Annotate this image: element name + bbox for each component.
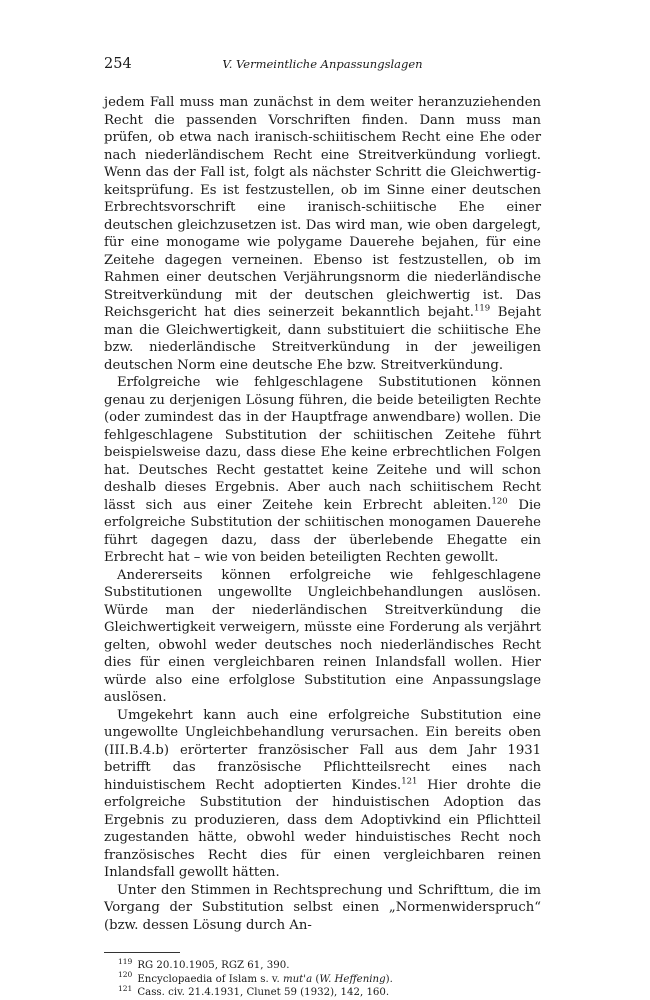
page-number: 254 — [104, 56, 132, 72]
footnote-text: ). — [385, 973, 393, 985]
footnotes — [104, 952, 541, 1000]
footnote-rule — [104, 952, 180, 953]
paragraph — [104, 94, 541, 374]
footnote-text: ( — [312, 973, 320, 985]
body-text — [104, 94, 541, 934]
paragraph-text: Bejaht man die Gleichwertigkeit, dann substituiert die schiitische Ehe bzw. niederländische Streitverkündung in der jeweiligen deutschen Norm eine deutsche Ehe bzw. Streitverkündung. — [104, 305, 542, 373]
footnote-reference: 121 — [401, 776, 418, 787]
footnote-number: 120 — [118, 970, 133, 980]
chapter-title: V. Vermeintliche Anpassungslagen — [222, 57, 423, 71]
footnote-text: mut'a — [282, 973, 313, 985]
footnote-reference: 120 — [491, 496, 508, 507]
footnote-list — [104, 956, 541, 1000]
paragraph — [104, 374, 541, 567]
paragraph — [104, 707, 541, 882]
footnote — [104, 956, 541, 973]
paragraph-text: Unter den Stimmen in Rechtsprechung und Schrifttum, die im Vorgang der Substitution selbst einen „Normenwiderspruch“ (bzw. dessen Lösung durch An- — [104, 882, 541, 933]
paragraph — [104, 567, 541, 707]
paragraph-text: jedem Fall muss man zunächst in dem weiter heranzuziehenden Recht die passenden Vorschriften finden. Dann muss man prüfen, ob etwa nach iranisch-schiitischem Recht eine Ehe oder nach niederländischem Recht eine Streitverkündung vorliegt. Wenn das der Fall ist, folgt als nächster Schritt die Gleichwertigkeitsprüfung. Es ist festzustellen, ob im Sinne einer deutschen Erbrechtsvorschrift eine iranisch-schiitische Ehe einer deutschen gleichzusetzen ist. Das wird man, wie oben dargelegt, für eine monogame wie polygame Dauerehe bejahen, für eine Zeitehe dagegen verneinen. Ebenso ist festzustellen, ob im Rahmen einer deutschen Verjährungsnorm die niederländische Streitverkündung mit der deutschen gleichwertig ist. Das Reichsgericht hat dies seinerzeit bekanntlich bejaht. — [104, 95, 541, 320]
footnote — [104, 983, 541, 1000]
footnote-text: RG 20.10.1905, RGZ 61, 390. — [137, 960, 290, 971]
footnote-number: 119 — [118, 956, 133, 966]
footnote-text: W. Heffening — [319, 973, 386, 985]
paragraph — [104, 882, 541, 935]
footnote-text: Cass. civ. 21.4.1931, Clunet 59 (1932), 142, 160. — [137, 987, 390, 998]
paragraph-text: Erfolgreiche wie fehlgeschlagene Substitutionen können genau zu derjenigen Lösung führen, die beide beteiligten Rechte (oder zumindest das in der Hauptfrage anwendbare) wollen. Die fehlgeschlagene Substitution der schiitischen Zeitehe führt beispielsweise dazu, dass diese Ehe keine erbrechtlichen Folgen hat. Deutsches Recht gestattet keine Zeitehe und will schon deshalb dieses Ergebnis. Aber auch nach schiitischem Recht lässt sich aus einer Zeitehe kein Erbrecht ableiten. — [104, 375, 541, 513]
footnote-text: Encyclopaedia of Islam s. v. — [137, 973, 283, 985]
footnote-number: 121 — [118, 983, 133, 993]
footnote — [104, 970, 541, 987]
running-head — [104, 56, 541, 78]
book-page — [104, 56, 541, 1000]
paragraph-text: Andererseits können erfolgreiche wie fehlgeschlagene Substitutionen ungewollte Ungleichbehandlungen auslösen. Würde man der niederländischen Streitverkündung die Gleichwertigkeit verweigern, müsste eine Forderung als verjährt gelten, obwohl weder deutsches noch niederländisches Recht dies für einen vergleichbaren reinen Inlandsfall wollen. Hier würde also eine erfolglose Substitution eine Anpassungslage auslösen. — [104, 567, 541, 705]
footnote-reference: 119 — [473, 303, 491, 314]
paragraph-text: Umgekehrt kann auch eine erfolgreiche Substitution eine ungewollte Ungleichbehandlung verursachen. Ein bereits oben (III.B.4.b) erörterter französischer Fall aus dem Jahr 1931 betrifft das französische Pflichtteilsrecht eines nach hinduistischem Recht adoptierten Kindes. — [104, 707, 541, 793]
paragraph-text: Die erfolgreiche Substitution der schiitischen monogamen Dauerehe führt dagegen dazu, dass der überlebende Ehegatte ein Erbrecht hat – wie von beiden beteiligten Rechten gewollt. — [104, 497, 541, 565]
paragraph-text: Hier drohte die erfolgreiche Substitution der hinduistischen Adoption das Ergebnis zu produzieren, dass dem Adoptivkind ein Pflichtteil zugestanden hätte, obwohl weder hinduistisches Recht noch französisches Recht dies für einen vergleichbaren reinen Inlandsfall gewollt hätten. — [104, 777, 541, 880]
